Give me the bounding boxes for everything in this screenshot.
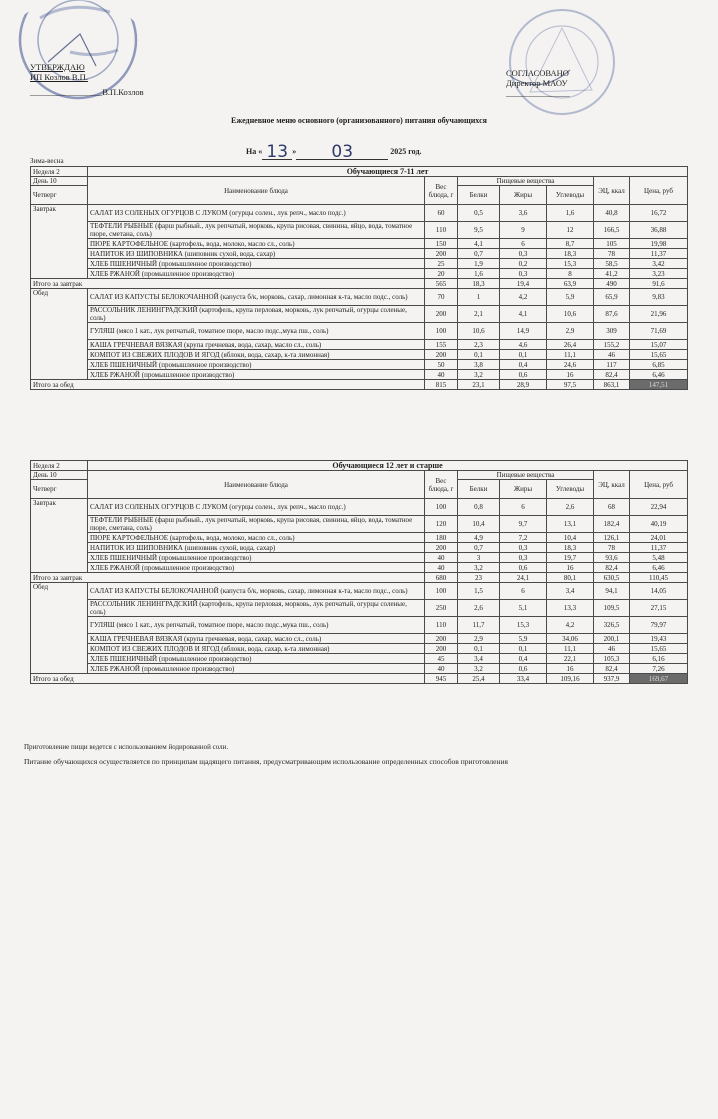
dish-price: 15,65 — [630, 644, 688, 654]
dish-price: 19,43 — [630, 634, 688, 644]
agreed-signature-line: _______________ — [506, 88, 570, 98]
dish-weight: 200 — [425, 543, 458, 553]
dish-price: 24,01 — [630, 533, 688, 543]
dish-energy: 40,8 — [594, 205, 630, 222]
section-header-row — [31, 167, 688, 177]
dish-carbs: 5,9 — [547, 289, 594, 306]
dish-name: НАПИТОК ИЗ ШИПОВНИКА (шиповник сухой, вода, сахар) — [88, 249, 425, 259]
dish-protein: 3,2 — [458, 664, 500, 674]
dish-energy: 105 — [594, 239, 630, 249]
dish-weight: 110 — [425, 222, 458, 239]
dish-price: 6,85 — [630, 360, 688, 370]
dish-name: САЛАТ ИЗ КАПУСТЫ БЕЛОКОЧАННОЙ (капуста б/к, морковь, сахар, лимонная к-та, масло подс., соль) — [88, 583, 425, 600]
week-label: Неделя 2 — [31, 167, 88, 177]
dish-protein: 0,1 — [458, 644, 500, 654]
dish-row — [31, 533, 688, 543]
date-day-handwritten: 13 — [266, 142, 289, 162]
dish-price: 21,96 — [630, 306, 688, 323]
dish-name: ГУЛЯШ (мясо 1 кат., лук репчатый, томатное пюре, масло подс.,мука пш., соль) — [88, 323, 425, 340]
day-label: День 10 — [31, 177, 88, 186]
dish-name: ПЮРЕ КАРТОФЕЛЬНОЕ (картофель, вода, молоко, масло сл., соль) — [88, 239, 425, 249]
total-protein: 18,3 — [458, 279, 500, 289]
agreed-position: Директор МАОУ — [506, 78, 568, 88]
dish-fat: 9,7 — [500, 516, 547, 533]
menu-table-7-11 — [30, 166, 688, 390]
dish-protein: 4,1 — [458, 239, 500, 249]
dish-weight: 25 — [425, 259, 458, 269]
dish-protein: 3,2 — [458, 370, 500, 380]
weekday-label: Четверг — [31, 480, 88, 499]
iodized-salt-note: Приготовление пищи ведется с использованием йодированной соли. — [24, 743, 229, 751]
dish-protein: 10,6 — [458, 323, 500, 340]
dish-energy: 182,4 — [594, 516, 630, 533]
dish-fat: 5,1 — [500, 600, 547, 617]
total-weight: 815 — [425, 380, 458, 390]
dish-row — [31, 516, 688, 533]
meal-total-label: Итого за обед — [31, 674, 425, 684]
dish-energy: 166,5 — [594, 222, 630, 239]
dish-name-header: Наименование блюда — [88, 177, 425, 205]
approved-label: УТВЕРЖДАЮ — [30, 62, 85, 72]
dish-price: 16,72 — [630, 205, 688, 222]
dish-name-header: Наименование блюда — [88, 471, 425, 499]
column-header-row — [31, 471, 688, 480]
dish-name: ГУЛЯШ (мясо 1 кат., лук репчатый, томатное пюре, масло подс.,мука пш., соль) — [88, 617, 425, 634]
price-header: Цена, руб — [630, 177, 688, 205]
dish-carbs: 26,4 — [547, 340, 594, 350]
week-label: Неделя 2 — [31, 461, 88, 471]
dish-row — [31, 617, 688, 634]
weight-header: Вес блюда, г — [425, 471, 458, 499]
dish-row — [31, 583, 688, 600]
dish-energy: 94,1 — [594, 583, 630, 600]
dish-fat: 0,3 — [500, 249, 547, 259]
dish-row — [31, 239, 688, 249]
dish-carbs: 13,1 — [547, 516, 594, 533]
dish-energy: 309 — [594, 323, 630, 340]
dish-price: 22,94 — [630, 499, 688, 516]
carbs-header: Углеводы — [547, 480, 594, 499]
dish-name: РАССОЛЬНИК ЛЕНИНГРАДСКИЙ (картофель, крупа перловая, морковь, лук репчатый, огурцы соленые, соль) — [88, 600, 425, 617]
day-label: День 10 — [31, 471, 88, 480]
dish-price: 5,48 — [630, 553, 688, 563]
dish-protein: 3,8 — [458, 360, 500, 370]
dish-weight: 60 — [425, 205, 458, 222]
weight-header: Вес блюда, г — [425, 177, 458, 205]
dish-protein: 0,7 — [458, 249, 500, 259]
dish-weight: 100 — [425, 499, 458, 516]
menu-table-12-plus — [30, 460, 688, 684]
dish-weight: 100 — [425, 323, 458, 340]
dish-protein: 0,7 — [458, 543, 500, 553]
dish-name: КАША ГРЕЧНЕВАЯ ВЯЗКАЯ (крупа гречневая, вода, сахар, масло сл., соль) — [88, 340, 425, 350]
total-energy: 863,1 — [594, 380, 630, 390]
total-protein: 23,1 — [458, 380, 500, 390]
dish-carbs: 10,4 — [547, 533, 594, 543]
dish-energy: 58,5 — [594, 259, 630, 269]
dish-row — [31, 654, 688, 664]
dish-carbs: 15,3 — [547, 259, 594, 269]
dish-weight: 200 — [425, 644, 458, 654]
dish-price: 6,16 — [630, 654, 688, 664]
dish-weight: 40 — [425, 370, 458, 380]
dish-energy: 200,1 — [594, 634, 630, 644]
meal-total-label: Итого за обед — [31, 380, 425, 390]
dish-protein: 1,6 — [458, 269, 500, 279]
dish-name: ХЛЕБ РЖАНОЙ (промышленное производство) — [88, 370, 425, 380]
dish-carbs: 12 — [547, 222, 594, 239]
protein-header: Белки — [458, 186, 500, 205]
total-price: 147,51 — [630, 380, 688, 390]
dish-row — [31, 600, 688, 617]
dish-row — [31, 644, 688, 654]
total-energy: 490 — [594, 279, 630, 289]
dish-name: ТЕФТЕЛИ РЫБНЫЕ (фарш рыбный., лук репчатый, морковь, крупа рисовая, свинина, яйцо, вода, томатное пюре, сметана, соль) — [88, 222, 425, 239]
energy-header: ЭЦ, ккал — [594, 471, 630, 499]
meal-total-label: Итого за завтрак — [31, 279, 425, 289]
dish-fat: 0,4 — [500, 654, 547, 664]
dish-row — [31, 634, 688, 644]
total-energy: 630,5 — [594, 573, 630, 583]
total-protein: 23 — [458, 573, 500, 583]
dish-fat: 0,2 — [500, 259, 547, 269]
dish-price: 36,88 — [630, 222, 688, 239]
dish-carbs: 24,6 — [547, 360, 594, 370]
total-fat: 19,4 — [500, 279, 547, 289]
nutrients-header: Пищевые вещества — [458, 471, 594, 480]
dish-weight: 40 — [425, 553, 458, 563]
dish-energy: 82,4 — [594, 664, 630, 674]
dish-protein: 4,9 — [458, 533, 500, 543]
dish-row — [31, 553, 688, 563]
dish-energy: 78 — [594, 249, 630, 259]
dish-energy: 105,3 — [594, 654, 630, 664]
dish-name: КОМПОТ ИЗ СВЕЖИХ ПЛОДОВ И ЯГОД (яблоки, вода, сахар, к-та лимонная) — [88, 350, 425, 360]
age-group-title: Обучающиеся 7-11 лет — [88, 167, 688, 177]
dish-carbs: 16 — [547, 563, 594, 573]
dish-protein: 2,1 — [458, 306, 500, 323]
approved-org: ИП Козлов В.П. — [30, 72, 88, 82]
meal-total-row — [31, 573, 688, 583]
dish-carbs: 16 — [547, 370, 594, 380]
dish-row — [31, 499, 688, 516]
dish-protein: 0,1 — [458, 350, 500, 360]
dish-fat: 0,6 — [500, 563, 547, 573]
dish-fat: 0,6 — [500, 664, 547, 674]
meal-label: Обед — [31, 289, 88, 380]
total-carbs: 97,5 — [547, 380, 594, 390]
dish-protein: 2,6 — [458, 600, 500, 617]
price-header: Цена, руб — [630, 471, 688, 499]
total-protein: 25,4 — [458, 674, 500, 684]
total-carbs: 109,16 — [547, 674, 594, 684]
age-group-title: Обучающиеся 12 лет и старше — [88, 461, 688, 471]
dish-carbs: 3,4 — [547, 583, 594, 600]
protein-header: Белки — [458, 480, 500, 499]
dish-row — [31, 664, 688, 674]
agreement-stamp-seal — [500, 6, 620, 118]
dish-price: 3,42 — [630, 259, 688, 269]
dish-weight: 45 — [425, 654, 458, 664]
meal-total-row — [31, 380, 688, 390]
dish-name: ХЛЕБ ПШЕНИЧНЫЙ (промышленное производство) — [88, 654, 425, 664]
dish-weight: 200 — [425, 350, 458, 360]
dish-fat: 0,3 — [500, 543, 547, 553]
dish-weight: 150 — [425, 239, 458, 249]
dish-name: КОМПОТ ИЗ СВЕЖИХ ПЛОДОВ И ЯГОД (яблоки, вода, сахар, к-та лимонная) — [88, 644, 425, 654]
dish-row — [31, 543, 688, 553]
dish-energy: 46 — [594, 644, 630, 654]
dish-fat: 6 — [500, 239, 547, 249]
dish-weight: 250 — [425, 600, 458, 617]
agreed-label: СОГЛАСОВАНО — [506, 68, 569, 78]
dish-weight: 50 — [425, 360, 458, 370]
dish-row — [31, 370, 688, 380]
diet-principles-note: Питание обучающихся осуществляется по принципам щадящего питания, предусматривающим использование определенных способов приготовления — [24, 757, 508, 766]
dish-price: 79,97 — [630, 617, 688, 634]
dish-energy: 155,2 — [594, 340, 630, 350]
dish-name: ХЛЕБ ПШЕНИЧНЫЙ (промышленное производство) — [88, 259, 425, 269]
dish-name: ХЛЕБ РЖАНОЙ (промышленное производство) — [88, 664, 425, 674]
dish-fat: 0,3 — [500, 553, 547, 563]
total-price: 169,67 — [630, 674, 688, 684]
dish-protein: 3,2 — [458, 563, 500, 573]
approved-signature-line: _________________В.П.Козлов — [30, 87, 144, 97]
dish-energy: 46 — [594, 350, 630, 360]
dish-row — [31, 323, 688, 340]
dish-fat: 0,1 — [500, 644, 547, 654]
total-fat: 28,9 — [500, 380, 547, 390]
date-mid: » — [292, 147, 297, 156]
dish-carbs: 11,1 — [547, 644, 594, 654]
nutrients-header: Пищевые вещества — [458, 177, 594, 186]
total-weight: 945 — [425, 674, 458, 684]
dish-weight: 155 — [425, 340, 458, 350]
dish-weight: 70 — [425, 289, 458, 306]
dish-energy: 68 — [594, 499, 630, 516]
dish-energy: 82,4 — [594, 370, 630, 380]
dish-protein: 11,7 — [458, 617, 500, 634]
dish-energy: 117 — [594, 360, 630, 370]
dish-energy: 326,5 — [594, 617, 630, 634]
dish-name: ХЛЕБ РЖАНОЙ (промышленное производство) — [88, 563, 425, 573]
dish-carbs: 2,9 — [547, 323, 594, 340]
dish-row — [31, 563, 688, 573]
dish-name: РАССОЛЬНИК ЛЕНИНГРАДСКИЙ (картофель, крупа перловая, морковь, лук репчатый, огурцы соленые, соль) — [88, 306, 425, 323]
dish-weight: 40 — [425, 664, 458, 674]
dish-price: 11,37 — [630, 543, 688, 553]
dish-price: 19,98 — [630, 239, 688, 249]
dish-energy: 93,6 — [594, 553, 630, 563]
dish-price: 6,46 — [630, 563, 688, 573]
dish-carbs: 34,06 — [547, 634, 594, 644]
dish-protein: 1,5 — [458, 583, 500, 600]
dish-fat: 14,9 — [500, 323, 547, 340]
dish-row — [31, 249, 688, 259]
dish-weight: 180 — [425, 533, 458, 543]
dish-weight: 100 — [425, 583, 458, 600]
total-price: 110,45 — [630, 573, 688, 583]
dish-price: 40,19 — [630, 516, 688, 533]
dish-row — [31, 350, 688, 360]
dish-name: ТЕФТЕЛИ РЫБНЫЕ (фарш рыбный., лук репчатый, морковь, крупа рисовая, свинина, яйцо, вода, томатное пюре, сметана, соль) — [88, 516, 425, 533]
total-weight: 680 — [425, 573, 458, 583]
carbs-header: Углеводы — [547, 186, 594, 205]
dish-price: 9,83 — [630, 289, 688, 306]
dish-fat: 6 — [500, 583, 547, 600]
dish-row — [31, 360, 688, 370]
dish-carbs: 10,6 — [547, 306, 594, 323]
dish-carbs: 19,7 — [547, 553, 594, 563]
dish-fat: 4,6 — [500, 340, 547, 350]
dish-carbs: 16 — [547, 664, 594, 674]
dish-energy: 78 — [594, 543, 630, 553]
fat-header: Жиры — [500, 186, 547, 205]
fat-header: Жиры — [500, 480, 547, 499]
dish-fat: 5,9 — [500, 634, 547, 644]
dish-protein: 2,9 — [458, 634, 500, 644]
dish-carbs: 4,2 — [547, 617, 594, 634]
dish-carbs: 1,6 — [547, 205, 594, 222]
dish-name: САЛАТ ИЗ СОЛЕНЫХ ОГУРЦОВ С ЛУКОМ (огурцы солен., лук репч., масло подс.) — [88, 499, 425, 516]
dish-weight: 200 — [425, 249, 458, 259]
dish-weight: 200 — [425, 634, 458, 644]
dish-row — [31, 306, 688, 323]
dish-energy: 41,2 — [594, 269, 630, 279]
total-price: 91,6 — [630, 279, 688, 289]
dish-fat: 0,6 — [500, 370, 547, 380]
dish-protein: 10,4 — [458, 516, 500, 533]
dish-fat: 4,2 — [500, 289, 547, 306]
dish-protein: 2,3 — [458, 340, 500, 350]
total-fat: 24,1 — [500, 573, 547, 583]
date-prefix: На « — [246, 147, 263, 156]
dish-energy: 87,6 — [594, 306, 630, 323]
dish-carbs: 8,7 — [547, 239, 594, 249]
dish-energy: 109,5 — [594, 600, 630, 617]
dish-carbs: 2,6 — [547, 499, 594, 516]
dish-carbs: 8 — [547, 269, 594, 279]
column-header-row — [31, 177, 688, 186]
dish-name: ХЛЕБ РЖАНОЙ (промышленное производство) — [88, 269, 425, 279]
season-label: Зима-весна — [30, 157, 64, 165]
dish-row — [31, 205, 688, 222]
dish-price: 11,37 — [630, 249, 688, 259]
meal-total-row — [31, 279, 688, 289]
dish-name: САЛАТ ИЗ КАПУСТЫ БЕЛОКОЧАННОЙ (капуста б/к, морковь, сахар, лимонная к-та, масло подс., соль) — [88, 289, 425, 306]
dish-name: КАША ГРЕЧНЕВАЯ ВЯЗКАЯ (крупа гречневая, вода, сахар, масло сл., соль) — [88, 634, 425, 644]
dish-weight: 20 — [425, 269, 458, 279]
document-title: Ежедневное меню основного (организованного) питания обучающихся — [231, 116, 487, 125]
meal-total-label: Итого за завтрак — [31, 573, 425, 583]
dish-weight: 200 — [425, 306, 458, 323]
date-year: 2025 год. — [390, 147, 422, 156]
dish-protein: 3,4 — [458, 654, 500, 664]
dish-fat: 9 — [500, 222, 547, 239]
dish-protein: 1 — [458, 289, 500, 306]
dish-price: 15,07 — [630, 340, 688, 350]
dish-protein: 1,9 — [458, 259, 500, 269]
dish-weight: 40 — [425, 563, 458, 573]
dish-fat: 0,4 — [500, 360, 547, 370]
meal-label: Завтрак — [31, 205, 88, 279]
dish-price: 27,15 — [630, 600, 688, 617]
approval-block — [30, 62, 144, 97]
dish-carbs: 22,1 — [547, 654, 594, 664]
total-carbs: 80,1 — [547, 573, 594, 583]
total-weight: 565 — [425, 279, 458, 289]
meal-label: Завтрак — [31, 499, 88, 573]
dish-protein: 0,8 — [458, 499, 500, 516]
menu-date — [246, 139, 421, 160]
dish-weight: 110 — [425, 617, 458, 634]
dish-energy: 82,4 — [594, 563, 630, 573]
dish-carbs: 18,3 — [547, 249, 594, 259]
dish-row — [31, 269, 688, 279]
dish-fat: 3,6 — [500, 205, 547, 222]
meal-label: Обед — [31, 583, 88, 674]
dish-weight: 120 — [425, 516, 458, 533]
dish-row — [31, 222, 688, 239]
dish-name: НАПИТОК ИЗ ШИПОВНИКА (шиповник сухой, вода, сахар) — [88, 543, 425, 553]
dish-price: 7,26 — [630, 664, 688, 674]
dish-carbs: 11,1 — [547, 350, 594, 360]
weekday-label: Четверг — [31, 186, 88, 205]
dish-price: 15,65 — [630, 350, 688, 360]
dish-price: 71,69 — [630, 323, 688, 340]
dish-fat: 0,3 — [500, 269, 547, 279]
dish-price: 3,23 — [630, 269, 688, 279]
dish-carbs: 18,3 — [547, 543, 594, 553]
dish-name: ПЮРЕ КАРТОФЕЛЬНОЕ (картофель, вода, молоко, масло сл., соль) — [88, 533, 425, 543]
energy-header: ЭЦ, ккал — [594, 177, 630, 205]
dish-fat: 4,1 — [500, 306, 547, 323]
dish-carbs: 13,3 — [547, 600, 594, 617]
dish-row — [31, 289, 688, 306]
dish-name: ХЛЕБ ПШЕНИЧНЫЙ (промышленное производство) — [88, 360, 425, 370]
dish-protein: 3 — [458, 553, 500, 563]
total-carbs: 63,9 — [547, 279, 594, 289]
dish-fat: 7,2 — [500, 533, 547, 543]
dish-row — [31, 259, 688, 269]
dish-fat: 0,1 — [500, 350, 547, 360]
total-fat: 33,4 — [500, 674, 547, 684]
dish-row — [31, 340, 688, 350]
dish-protein: 0,5 — [458, 205, 500, 222]
dish-price: 14,05 — [630, 583, 688, 600]
dish-fat: 6 — [500, 499, 547, 516]
total-energy: 937,9 — [594, 674, 630, 684]
dish-protein: 9,5 — [458, 222, 500, 239]
date-month-handwritten: 03 — [331, 142, 354, 162]
dish-fat: 15,3 — [500, 617, 547, 634]
dish-name: ХЛЕБ ПШЕНИЧНЫЙ (промышленное производство) — [88, 553, 425, 563]
dish-name: САЛАТ ИЗ СОЛЕНЫХ ОГУРЦОВ С ЛУКОМ (огурцы солен., лук репч., масло подс.) — [88, 205, 425, 222]
section-header-row — [31, 461, 688, 471]
meal-total-row — [31, 674, 688, 684]
agreement-block — [506, 68, 570, 98]
dish-energy: 126,1 — [594, 533, 630, 543]
dish-energy: 65,9 — [594, 289, 630, 306]
dish-price: 6,46 — [630, 370, 688, 380]
